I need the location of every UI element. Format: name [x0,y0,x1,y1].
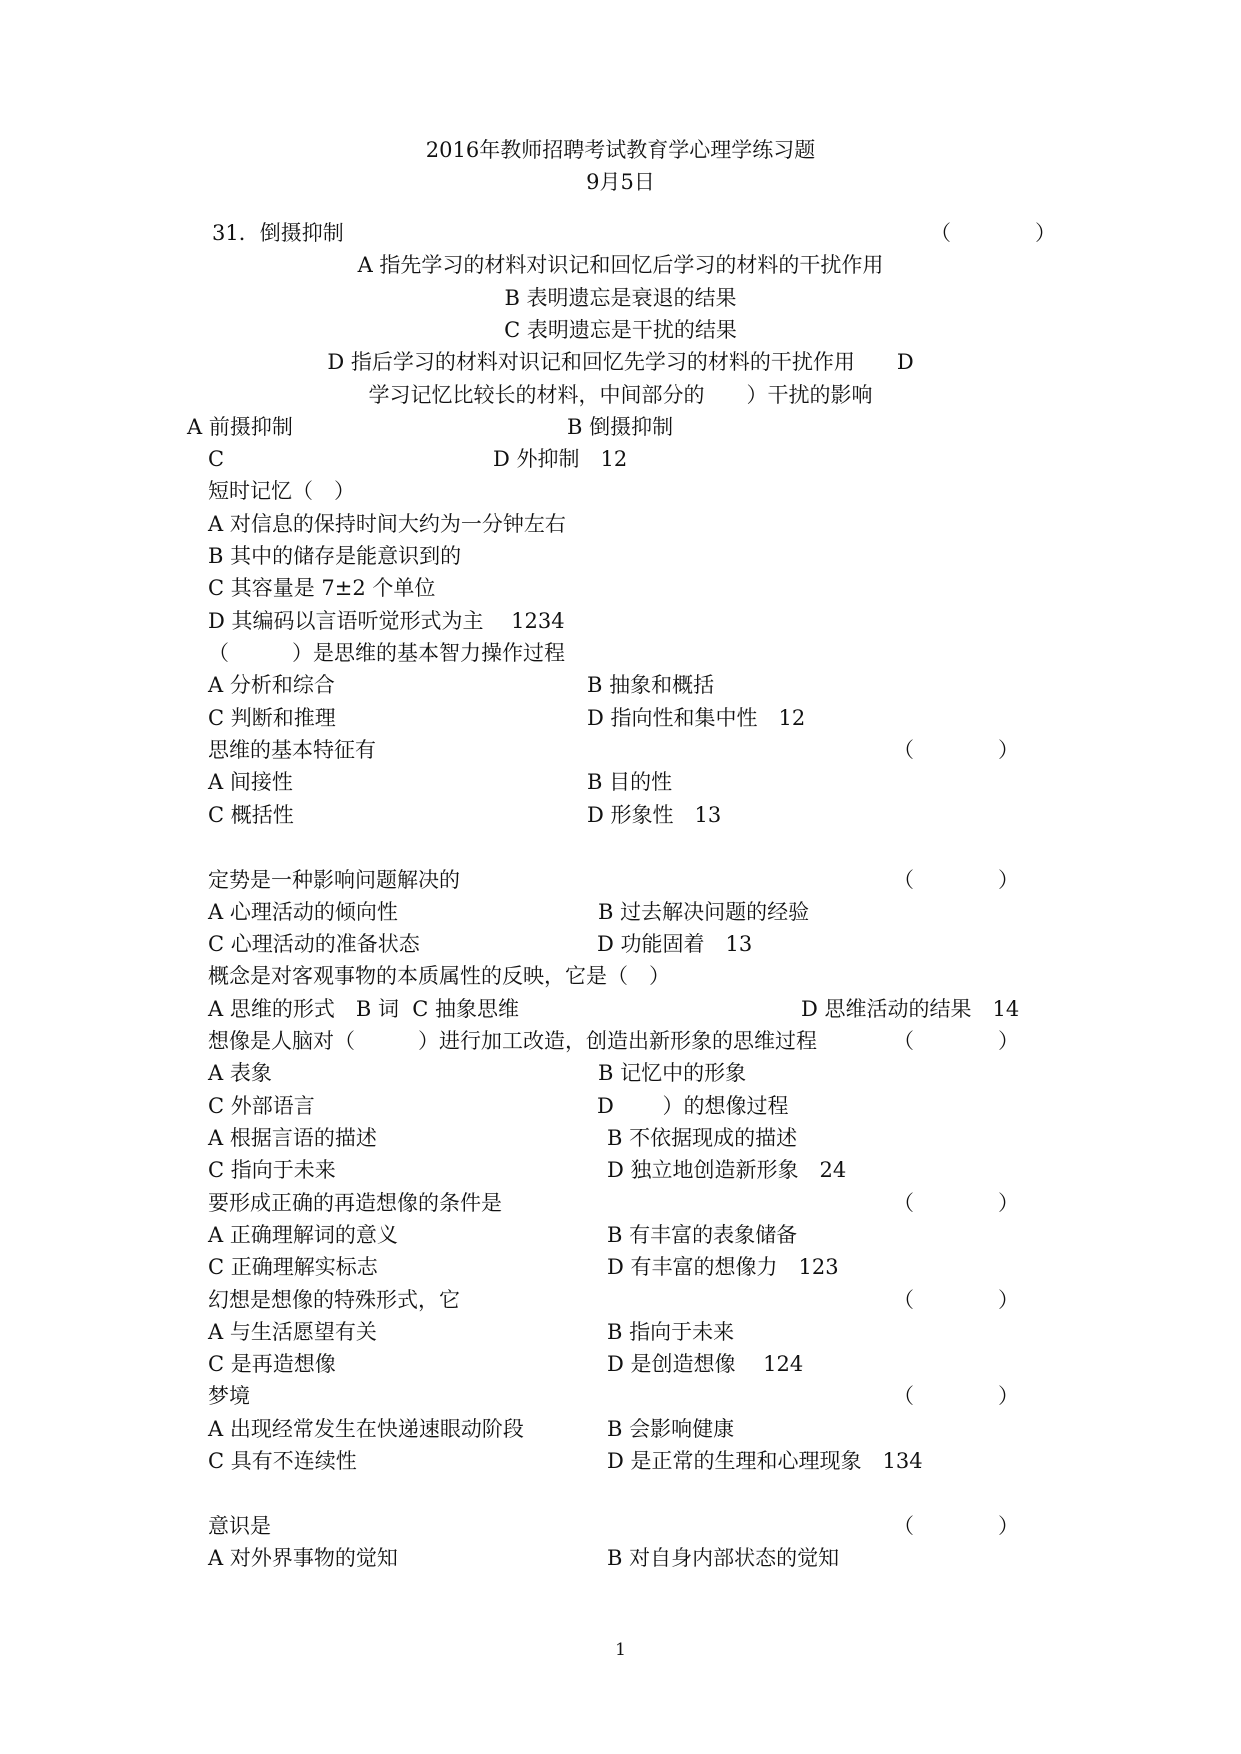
option-a: A 思维的形式 B 词 C 抽象思维 [208,997,520,1021]
question-stem: 概念是对客观事物的本质属性的反映，它是（ ） [208,964,670,988]
question-stem: 意识是 [208,1514,271,1538]
option-b: B 目的性 [587,770,673,794]
option-b: B 倒摄抑制 [567,415,674,439]
option-a: A 对信息的保持时间大约为一分钟左右 [208,512,566,536]
page-date: 9月5日 [586,170,655,194]
option-a: A 出现经常发生在快递速眼动阶段 [208,1417,524,1441]
option-b: B 指向于未来 [607,1320,735,1344]
option-a: A 心理活动的倾向性 [208,900,398,924]
question-stem: （ ）是思维的基本智力操作过程 [208,641,565,665]
question-stem: 梦境 [208,1384,250,1408]
option-d: D 独立地创造新形象 24 [607,1158,847,1182]
option-c: C 其容量是 7±2 个单位 [208,576,436,600]
option-b: B 记忆中的形象 [598,1061,747,1085]
option-a: A 指先学习的材料对识记和回忆后学习的材料的干扰作用 [357,253,884,277]
option-d: D 外抑制 12 [493,447,628,471]
option-d: D 指向性和集中性 12 [587,706,806,730]
answer-paren: （ ） [893,1288,1019,1312]
question-stem: 定势是一种影响问题解决的 [208,868,460,892]
answer-paren: （ ） [893,868,1019,892]
option-c: C 判断和推理 [208,706,336,730]
option-a: A 根据言语的描述 [208,1126,377,1150]
question-stem: 想像是人脑对（ ）进行加工改造，创造出新形象的思维过程 [208,1029,817,1053]
page-number: 1 [615,1640,626,1660]
option-c: C 正确理解实标志 [208,1255,378,1279]
option-d: D 是正常的生理和心理现象 134 [607,1449,923,1473]
question-stem: 短时记忆（ ） [208,479,355,503]
option-c: C [208,447,225,471]
option-d: D 有丰富的想像力 123 [607,1255,839,1279]
question-stem: 学习记忆比较长的材料，中间部分的 ）干扰的影响 [368,383,873,407]
option-a: A 与生活愿望有关 [208,1320,377,1344]
option-d: D 形象性 13 [587,803,722,827]
option-b: B 抽象和概括 [587,673,715,697]
option-b: B 其中的储存是能意识到的 [208,544,462,568]
option-b: B 表明遗忘是衰退的结果 [504,286,737,310]
option-a: A 正确理解词的意义 [208,1223,398,1247]
option-c: C 指向于未来 [208,1158,336,1182]
question-stem: 思维的基本特征有 [208,738,376,762]
option-a: A 分析和综合 [208,673,335,697]
option-c: C 心理活动的准备状态 [208,932,420,956]
option-a: A 前摄抑制 [187,415,293,439]
answer-paren: （ ） [893,1384,1019,1408]
answer-paren: （ ） [893,1191,1019,1215]
page-title: 2016年教师招聘考试教育学心理学练习题 [425,138,816,162]
option-c: C 外部语言 [208,1094,315,1118]
option-a: A 间接性 [208,770,293,794]
question-stem: 幻想是想像的特殊形式，它 [208,1288,460,1312]
option-a: A 对外界事物的觉知 [208,1546,398,1570]
answer-paren: （ ） [893,1514,1019,1538]
option-c: C 是再造想像 [208,1352,336,1376]
answer-paren: （ ） [930,221,1056,245]
question-stem: 31．倒摄抑制 [212,221,344,245]
option-b: B 过去解决问题的经验 [598,900,810,924]
answer-paren: （ ） [893,1029,1019,1053]
option-c: C 具有不连续性 [208,1449,357,1473]
question-stem: 要形成正确的再造想像的条件是 [208,1191,502,1215]
option-b: B 对自身内部状态的觉知 [607,1546,840,1570]
option-d: D ）的想像过程 [597,1094,789,1118]
option-d: D 是创造想像 124 [607,1352,804,1376]
option-b: B 会影响健康 [607,1417,735,1441]
option-d: D 其编码以言语听觉形式为主 1234 [208,609,565,633]
option-c: C 表明遗忘是干扰的结果 [504,318,737,342]
option-d: D 指后学习的材料对识记和回忆先学习的材料的干扰作用 D [327,350,914,374]
answer-paren: （ ） [893,738,1019,762]
option-a: A 表象 [208,1061,272,1085]
option-b: B 不依据现成的描述 [607,1126,798,1150]
option-b: B 有丰富的表象储备 [607,1223,798,1247]
option-d: D 思维活动的结果 14 [801,997,1020,1021]
option-c: C 概括性 [208,803,294,827]
option-d: D 功能固着 13 [597,932,753,956]
